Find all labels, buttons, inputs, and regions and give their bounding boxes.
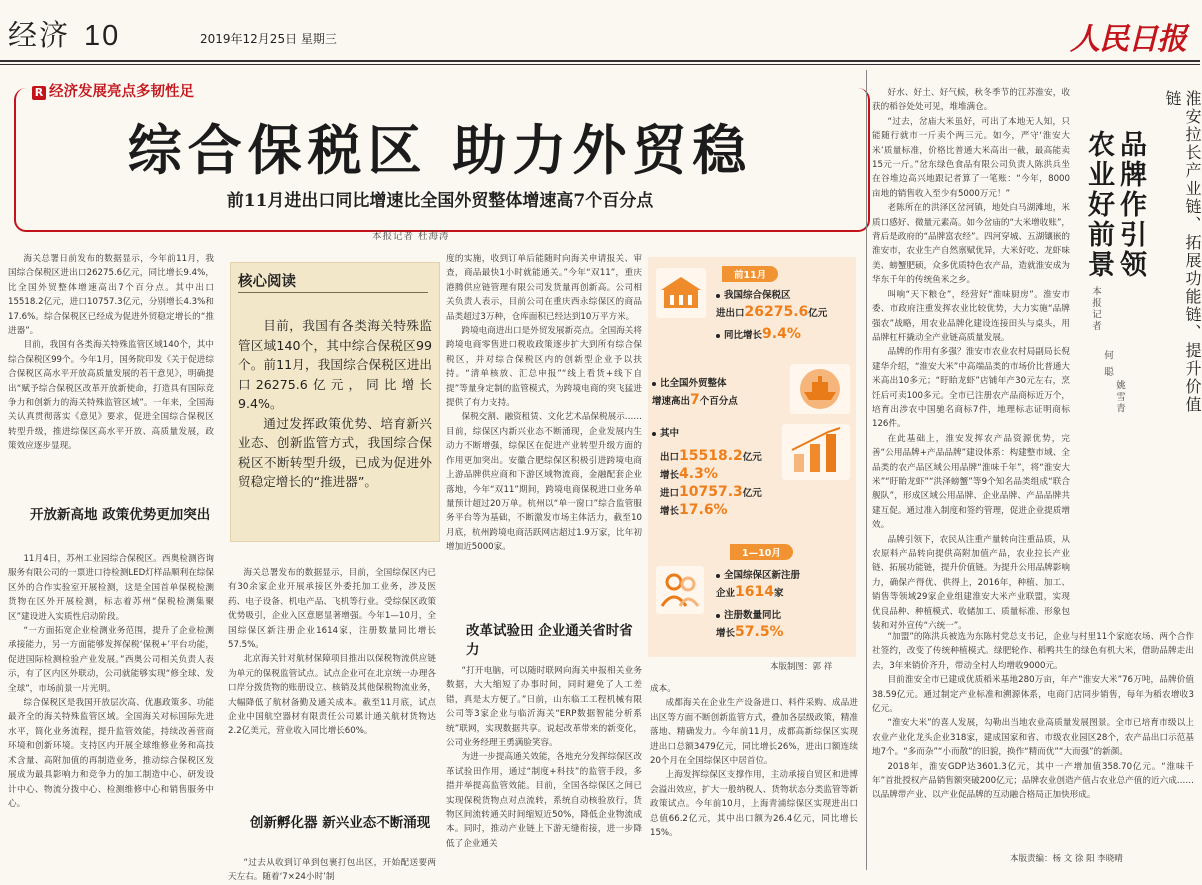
stat-reg-growth-prefix: 增长 <box>716 628 736 639</box>
paragraph: 在此基础上，淮安发挥农产品资源优势，完善“公用品牌+产品品牌”建设体系：构建整市域、全品类的农产品区域公用品牌“淮味千年”，将“淮安大米”“盱眙龙虾”“洪泽螃蟹”等9个知名品类组成“联合舰队”，形成区域公用品牌、企业品牌、产品品牌共建互促。通过准入制度和签约管理，促进企业提质增效。 <box>872 433 1070 531</box>
paragraph: “一方面拓宽企业检测业务范围，提升了企业检测承接能力，另一方面能够发挥保税‘保税+’平台功能，促进国际检测检验产业发展。”西奥公司相关负责人表示，有了区内区外联动，公司就能够实现“修全球、发全球”，市场前景一片光明。 <box>8 626 214 694</box>
subheadline: 前11月进出口同比增速比全国外贸整体增速高7个百分点 <box>226 191 654 211</box>
stat-higher <box>652 376 788 410</box>
paragraph: 品牌的作用有多强？淮安市农业农村局副局长倪建华介绍，“淮安大米”中高端品类的市场价比普通大米高出10多元；“盱眙龙虾”店铺年产30元左右，烹饪后可卖100多元。全市已注册农产品商标近万个，培育出涉农中国驰名商标7件，地理标志证明商标126件。 <box>872 347 1070 430</box>
paragraph: 成本。 <box>650 684 676 694</box>
graphic-credit: 本版制图：郭 祥 <box>770 662 833 672</box>
side-text-2 <box>872 630 1194 848</box>
paragraph: 海关总署日前发布的数据显示，今年前11月，我国综合保税区进出口26275.6亿元，同比增长9.4%，比全国外贸整体增速高出7个百分点。其中出口15518.2亿元，进口10757.3亿元，分别增长4.3%和17.6%。综合保税区已经成为促进外贸稳定增长的“推进器”。 <box>8 254 214 337</box>
section-subhead-1: 开放新高地 政策优势更加突出 <box>30 507 211 523</box>
section-name: 经济 <box>8 18 71 52</box>
column-tag <box>26 80 200 101</box>
paragraph: 目前淮安全市已建成优质稻米基地280万亩，年产“淮安大米”76万吨，品牌价值38.59亿元。通过制定产业标准和溯源体系，电商门店同步销售，每年为稻农增收3亿元。 <box>872 675 1194 715</box>
stat-new-reg-prefix: 企业 <box>716 588 736 599</box>
stat-total-label: 我国综合保税区 <box>724 290 791 301</box>
stat-new-reg-line1: 全国综保区新注册 <box>724 570 801 581</box>
byline: 本报记者 杜海涛 <box>372 231 450 242</box>
stat-among-label: 其中 <box>660 428 680 439</box>
stat-higher-value: 7 <box>690 392 700 408</box>
paragraph: “打开电脑，可以随时联网向海关申报相关业务数据，大大缩短了办事时间，同时避免了人工差错，真是太方便了。”日前，山东临工工程机械有限公司等3家企业与临沂海关“ERP数据智能分析系统”联网，实现数据共享。说起改革带来的新变化，公司业务经理王勇满脸笑容。 <box>446 666 642 749</box>
side-title-line2: 农业好前景 <box>1083 130 1114 280</box>
stat-higher-line1: 比全国外贸整体 <box>660 378 727 389</box>
stat-higher-prefix: 增速高出 <box>652 396 691 407</box>
side-text <box>872 86 1070 632</box>
paragraph: 度的实施，收到订单后能随时向海关申请报关、审查，商品最快1小时就能通关。”今年“双11”，重庆港腾供应链管理有限公司发货量再创新高。公司相关负责人表示，目前公司在重庆西永综保区的商品品类超过3万种，仓库面积已经达到10万平方米。 <box>446 254 642 322</box>
stat-export <box>660 448 784 484</box>
stat-import-growth: 17.6% <box>679 502 728 518</box>
lead-col1-text-2 <box>8 552 214 864</box>
stat-higher-unit: 个百分点 <box>699 396 738 407</box>
section-subhead-2: 创新孵化器 新兴业态不断涌现 <box>250 815 431 831</box>
stat-total-value: 26275.6 <box>744 304 809 320</box>
masthead-rule-thin <box>0 64 1200 65</box>
core-reading-rule <box>238 292 428 293</box>
lead-col2-text-2 <box>228 856 436 883</box>
paragraph: 品牌引领下，农民从注重产量转向注重品质，从农原料产品转向提供高附加值产品，农业拉长产业链、拓展功能链，提升价值链。为提升公用品牌影响力，确保产得优、供得上，2016年，种植、加工、销售等领域29家企业组建淮安大米产业联盟，实现优良品种、种植模式、收储加工、质量标准、形象包装和对外宣传“六统一”。 <box>872 534 1070 632</box>
customs-icon <box>656 268 706 318</box>
column-divider <box>866 70 867 870</box>
stat-growth-value: 9.4% <box>762 326 801 342</box>
page-number: 10 <box>84 20 121 52</box>
stat-growth-label: 同比增长 <box>724 330 763 341</box>
page-editor-credit: 本版责编：杨 文 徐 阳 李晓晴 <box>1010 854 1123 864</box>
stat-reg-growth <box>716 608 856 642</box>
page-section-label <box>8 18 120 53</box>
stat-growth <box>716 326 856 344</box>
lead-col3-text-2 <box>446 664 642 870</box>
paragraph: 叫响“天下粮仓”，经营好“淮味厨房”。淮安市委、市政府注重发挥农业比较优势，大力实施“品牌强农”战略，用农业品牌化建设连接田头与桌头，用品牌杠杆撬动全产业链高质量发展。 <box>872 289 1070 343</box>
side-byline-name-1: 何 聪 <box>1102 350 1113 379</box>
paragraph: 为进一步提高通关效能，各地充分发挥综保区改革试验田作用，通过“制度+科技”的监管手段，多措并举提高监管效能。目前，全国各综保区之间已实现保税货物点对点流转，系统自动核验放行，货物区间流转通关时间缩短近50%，降低企业物流成本。同时，推动产业链上下游无缝衔接，进一步降低了企业通关 <box>446 752 642 849</box>
bar-chart-icon <box>782 424 850 480</box>
side-byline-role: 本报记者 <box>1090 286 1101 332</box>
stat-import-value: 10757.3 <box>679 484 743 500</box>
stat-export-value: 15518.2 <box>679 448 743 464</box>
paragraph: 北京海关针对航材保障项目推出以保税物流供应链为单元的保税监管试点。试点企业可在北京统一办理各口岸分拨货物的账册设立、核销及其他保税物流业务，大幅降低了航材备勤及通关成本。截至11月底，试点企业中国航空器材有限责任公司累计通关航材货物达2.2亿美元，营业收入同比增长60%。 <box>228 654 436 737</box>
core-reading-heading: 核心阅读 <box>238 274 296 290</box>
paragraph: 目前，我国有各类海关特殊监管区域140个，其中综合保税区99个。今年1月，国务院印发《关于促进综合保税区高水平开放高质量发展的若干意见》，明确提出“赋予综合保税区改革开放新使命，打造具有国际竞争力和创新力的海关特殊监管区域”。一年来，全国海关认真贯彻落实《意见》要求，促进全国综合保税区转型升级，推进综保区高水平开放、高质量发展，政策效应逐步显现。 <box>8 340 214 452</box>
side-title-line1: 品牌作引领 <box>1115 130 1146 280</box>
lead-col4-text <box>650 682 858 870</box>
stat-new-reg <box>716 568 856 602</box>
paragraph: 跨境电商进出口是外贸发展新亮点。全国海关将跨境电商零售进口税收政策逐步扩大到所有综合保税区，并对综合保税区内的创新型企业予以扶持。“清单核放、汇总申报”“线上看货+线下自提”等量身定制的监管模式，为跨境电商的突飞猛进提供了有力支持。 <box>446 326 642 409</box>
paragraph: “淮安大米”的喜人发展，勾勒出当地农业高质量发展图景。全市已培育市级以上农业产业化龙头企业318家，建成国家和省、市级农业园区28个，农产品出口示范基地7个。“多而杂”“小而散”的旧貌，换作“精而优”“大而强”的新颜。 <box>872 718 1194 758</box>
lead-col1-text <box>8 252 214 505</box>
paragraph: 2018年，淮安GDP达3601.3亿元，其中一产增加值358.70亿元。“淮味千年”首批授权产品销售额突破200亿元；品牌农业创造产值占农业总产值的近六成……以品牌带产业、以产业促品牌的互动融合格局正加快形成。 <box>872 761 1194 801</box>
stat-total-unit: 亿元 <box>808 308 828 319</box>
stat-export-growth-prefix: 增长 <box>660 470 680 481</box>
section-subhead-3: 改革试验田 企业通关省时省力 <box>466 623 633 658</box>
stat-export-prefix: 出口 <box>660 452 680 463</box>
stat-reg-growth: 57.5% <box>735 624 784 640</box>
headline: 综合保税区 助力外贸稳 <box>127 119 753 182</box>
ship-icon <box>790 364 850 414</box>
side-byline-name-2: 姚雪青 <box>1114 380 1125 415</box>
column-tag-icon: R <box>32 86 46 100</box>
paragraph: 上海发挥综保区支撑作用，主动承接自贸区和进博会溢出效应，扩大一般纳税人、货物状态分类监管等新政策试点。今年前10月，上海青浦综保区实现进出口总值66.2亿元，其中出口额为26.4亿元，同比增长15%。 <box>650 770 858 839</box>
column-tag-label: 经济发展亮点多韧性足 <box>49 84 194 100</box>
side-kicker: 淮安拉长产业链、拓展功能链、提升价值链 <box>1163 90 1202 414</box>
paragraph: 老陈所在的洪泽区岔河镇，地处白马湖滩地，米质口感好、微量元素高。如今岔庙的“大米增收账”，背后是政府的“品牌富农经”。四河穿城、五湖镶嵌的淮安市，农业生产自然禀赋优异，大米好吃、龙虾味美、螃蟹肥硕，众多优质特色农产品，造就淮安成为华东千年的传统鱼米之乡。 <box>872 203 1070 286</box>
issue-date: 2019年12月25日 星期三 <box>200 32 337 46</box>
paragraph: “加盟”的陈洪兵被选为东陈村党总支书记，企业与村里11个家庭农场、两个合作社签约，改变了传统种植模式。绿肥轮作、稻鸭共生的绿色有机大米，借助品牌走出去，3年来销价齐升，带动全村人均增收9000元。 <box>872 632 1194 671</box>
stat-import-growth-prefix: 增长 <box>660 506 680 517</box>
paragraph: 海关总署发布的数据显示，目前，全国综保区内已有30余家企业开展承接区外委托加工业务，涉及医药、电子设备、机电产品、飞机等行业。受综保区政策优势吸引，企业入区意愿显著增强。今年1—10月，全国综保区新注册企业1614家，注册数量同比增长57.5%。 <box>228 568 436 651</box>
stat-import-unit: 亿元 <box>742 488 762 499</box>
paragraph: 保税交割、融资租赁、文化艺术品保税展示……目前，综保区内新兴业态不断涌现，企业发展内生动力不断增强，综保区在促进产业转型升级方面的作用更加突出。安徽合肥综保区积极引进跨境电商上游品牌供应商和下游区域物流商，金融配套企业落地，今年“双11”期间，跨境电商保税进口业务单量预计超过20万单。杭州以“单一窗口”综合监管服务平台等为基础，不断激发市场主体活力，截至10月底，杭州跨境电商活跃网店超过1.9万家，比年初增加近5000家。 <box>446 412 642 553</box>
stat-export-unit: 亿元 <box>742 452 762 463</box>
paragraph: 综合保税区是我国开放层次高、优惠政策多、功能最齐全的海关特殊监管区域。全国海关对标国际先进水平，简化业务流程，提升监管效能，持续改善营商环境和创新环境。支持区内开展全球维修业务和高技术含量、高附加值的再制造业务，推动综合保税区发展成为最具影响力和竞争力的加工制造中心、研发设计中心、物流分拨中心、检测维修中心和销售服务中心。 <box>8 698 214 809</box>
paragraph: 目前，我国有各类海关特殊监管区域140个，其中综合保税区99个。前11月，我国综合保税区进出口26275.6亿元，同比增长9.4%。 <box>238 318 432 411</box>
stat-reg-growth-line1: 注册数量同比 <box>724 610 782 621</box>
paragraph: 11月4日，苏州工业园综合保税区。西奥检测咨询服务有限公司的一票进口待检测LED灯样品顺利在综保区外的合作实验室开展检测，这是全国首单保税检测货物在区外开展检测，标志着苏州“保税检测集聚区”建设进入实质性启动阶段。 <box>8 554 214 622</box>
core-reading-text <box>238 316 432 492</box>
paragraph: 通过发挥政策优势、培育新兴业态、创新监管方式，我国综合保税区不断转型升级，已成为促进外贸稳定增长的“推进器”。 <box>238 415 432 489</box>
newspaper-logo: 人民日报 <box>1070 22 1186 57</box>
lead-col2-text <box>228 566 436 814</box>
paragraph: 好水、好土、好气候，秋冬季节的江苏淮安，收获的稻谷处处可见，堆堆满仓。 <box>872 88 1070 113</box>
stat-total <box>716 288 856 322</box>
paragraph: 成都海关在企业生产设备进口、料件采购、成品进出区等方面不断创新监管方式，叠加各层级政策，精准落地、精确发力。今年前11月，成都高新综保区实现进出口总额3479亿元，同比增长26%，进出口额连续20个月在全国综保区中居首位。 <box>650 698 858 767</box>
lead-col3-text <box>446 252 642 612</box>
period-pill-2: 1—10月 <box>730 544 793 560</box>
stat-import-prefix: 进口 <box>660 488 680 499</box>
stat-total-prefix: 进出口 <box>716 308 745 319</box>
stat-among <box>652 426 679 442</box>
stat-new-reg-value: 1614 <box>735 584 774 600</box>
stat-new-reg-unit: 家 <box>773 588 784 599</box>
paragraph: “过去，岔庙大米虽好，可出了本地无人知，只能随行就市一斤卖个两三元。如今，严守‘淮安大米’质量标准，价格比普通大米高出一截，最高能卖15元一斤。”岔东绿色食品有限公司负责人陈洪兵坐在谷堆边高兴地跟记者算了一笔账：“今年，8000亩地的销售收入至少有5000万元！” <box>872 116 1070 199</box>
stat-export-growth: 4.3% <box>679 466 718 482</box>
people-icon <box>656 566 704 614</box>
paragraph: “过去从收到订单到包裹打包出区，开始配送要两天左右。随着‘7×24小时’制 <box>228 858 436 883</box>
stat-import <box>660 484 800 520</box>
masthead-rule <box>0 60 1200 62</box>
period-pill-1: 前11月 <box>722 266 778 282</box>
